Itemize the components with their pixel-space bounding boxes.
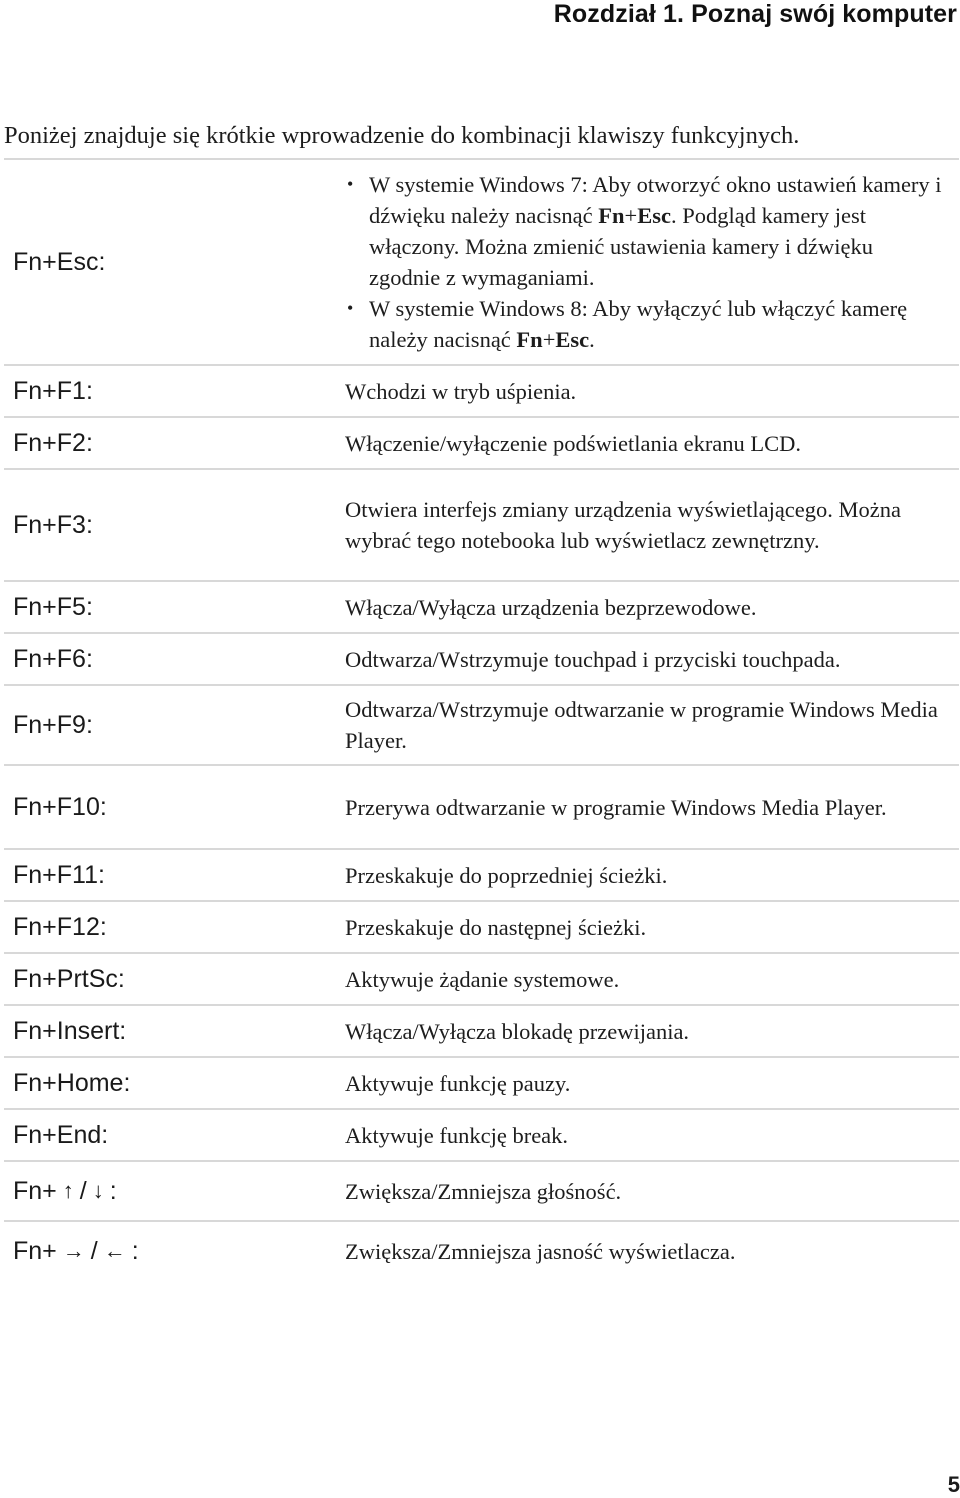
table-row bbox=[4, 1056, 959, 1108]
bullet-item: • W systemie Windows 7: Aby otworzyć okno ustawień kamery i dźwięku należy nacisnąć Fn+Esc. Podgląd kamery jest włączony. Można zmienić ustawienia kamery i dźwięku zgodnie z wymaganiami. bbox=[345, 169, 949, 293]
arrow-down-icon: ↓ bbox=[92, 1177, 104, 1203]
key-label: Fn+F11: bbox=[13, 860, 105, 889]
key-label: Fn+F3: bbox=[13, 510, 93, 539]
table-row bbox=[4, 900, 959, 952]
key-label: Fn+Esc: bbox=[13, 247, 106, 276]
table-row bbox=[4, 1108, 959, 1160]
arrow-left-icon: ← bbox=[103, 1237, 126, 1263]
key-description: Włącza/Wyłącza urządzenia bezprzewodowe. bbox=[345, 594, 757, 620]
arrow-right-icon: → bbox=[62, 1237, 85, 1263]
table-row bbox=[4, 684, 959, 764]
key-label: Fn+Insert: bbox=[13, 1016, 127, 1045]
key-description: Przeskakuje do poprzedniej ścieżki. bbox=[345, 862, 668, 888]
key-label: Fn+PrtSc: bbox=[13, 964, 125, 993]
key-label: Fn+F1: bbox=[13, 376, 93, 405]
key-label: Fn+F9: bbox=[13, 710, 93, 739]
key-description: Włączenie/wyłączenie podświetlania ekranu LCD. bbox=[345, 430, 802, 456]
key-label: Fn+ → / ← : bbox=[13, 1236, 139, 1265]
table-row bbox=[4, 848, 959, 900]
key-description: Zwiększa/Zmniejsza głośność. bbox=[345, 1178, 622, 1204]
key-label: Fn+F5: bbox=[13, 592, 93, 621]
key-description: Odtwarza/Wstrzymuje odtwarzanie w programie Windows Media Player. bbox=[345, 697, 938, 753]
key-label: Fn+F12: bbox=[13, 912, 107, 941]
key-description: Zwiększa/Zmniejsza jasność wyświetlacza. bbox=[345, 1238, 736, 1264]
key-label: Fn+F6: bbox=[13, 644, 93, 673]
chapter-header: Rozdział 1. Poznaj swój komputer bbox=[553, 0, 957, 28]
key-description bbox=[344, 169, 959, 355]
table-row bbox=[4, 1220, 959, 1280]
table-row bbox=[4, 468, 959, 580]
key-description: Włącza/Wyłącza blokadę przewijania. bbox=[345, 1018, 690, 1044]
key-description: Otwiera interfejs zmiany urządzenia wyświetlającego. Można wybrać tego notebooka lub wyświetlacz zewnętrzny. bbox=[345, 497, 902, 553]
table-row bbox=[4, 952, 959, 1004]
table-row bbox=[4, 764, 959, 848]
key-label: Fn+Home: bbox=[13, 1068, 131, 1097]
intro-text: Poniżej znajduje się krótkie wprowadzenie do kombinacji klawiszy funkcyjnych. bbox=[4, 122, 800, 149]
key-label: Fn+ ↑ / ↓ : bbox=[13, 1176, 117, 1205]
key-description: Aktywuje funkcję pauzy. bbox=[345, 1070, 571, 1096]
key-description: Wchodzi w tryb uśpienia. bbox=[345, 378, 577, 404]
table-row bbox=[4, 158, 959, 364]
key-label: Fn+End: bbox=[13, 1120, 109, 1149]
key-label: Fn+F10: bbox=[13, 792, 107, 821]
key-description: Odtwarza/Wstrzymuje touchpad i przyciski touchpada. bbox=[345, 646, 841, 672]
key-description: Aktywuje żądanie systemowe. bbox=[345, 966, 620, 992]
table-row bbox=[4, 632, 959, 684]
key-description: Aktywuje funkcję break. bbox=[345, 1122, 569, 1148]
table-row bbox=[4, 1160, 959, 1220]
page-number: 5 bbox=[947, 1472, 960, 1497]
key-description: Przeskakuje do następnej ścieżki. bbox=[345, 914, 647, 940]
table-row bbox=[4, 416, 959, 468]
table-row bbox=[4, 580, 959, 632]
function-key-table bbox=[4, 158, 959, 1280]
table-row bbox=[4, 364, 959, 416]
table-row bbox=[4, 1004, 959, 1056]
key-description: Przerywa odtwarzanie w programie Windows Media Player. bbox=[345, 794, 887, 820]
bullet-item: • W systemie Windows 8: Aby wyłączyć lub włączyć kamerę należy nacisnąć Fn+Esc. bbox=[345, 293, 949, 355]
key-label: Fn+F2: bbox=[13, 428, 93, 457]
arrow-up-icon: ↑ bbox=[62, 1177, 74, 1203]
